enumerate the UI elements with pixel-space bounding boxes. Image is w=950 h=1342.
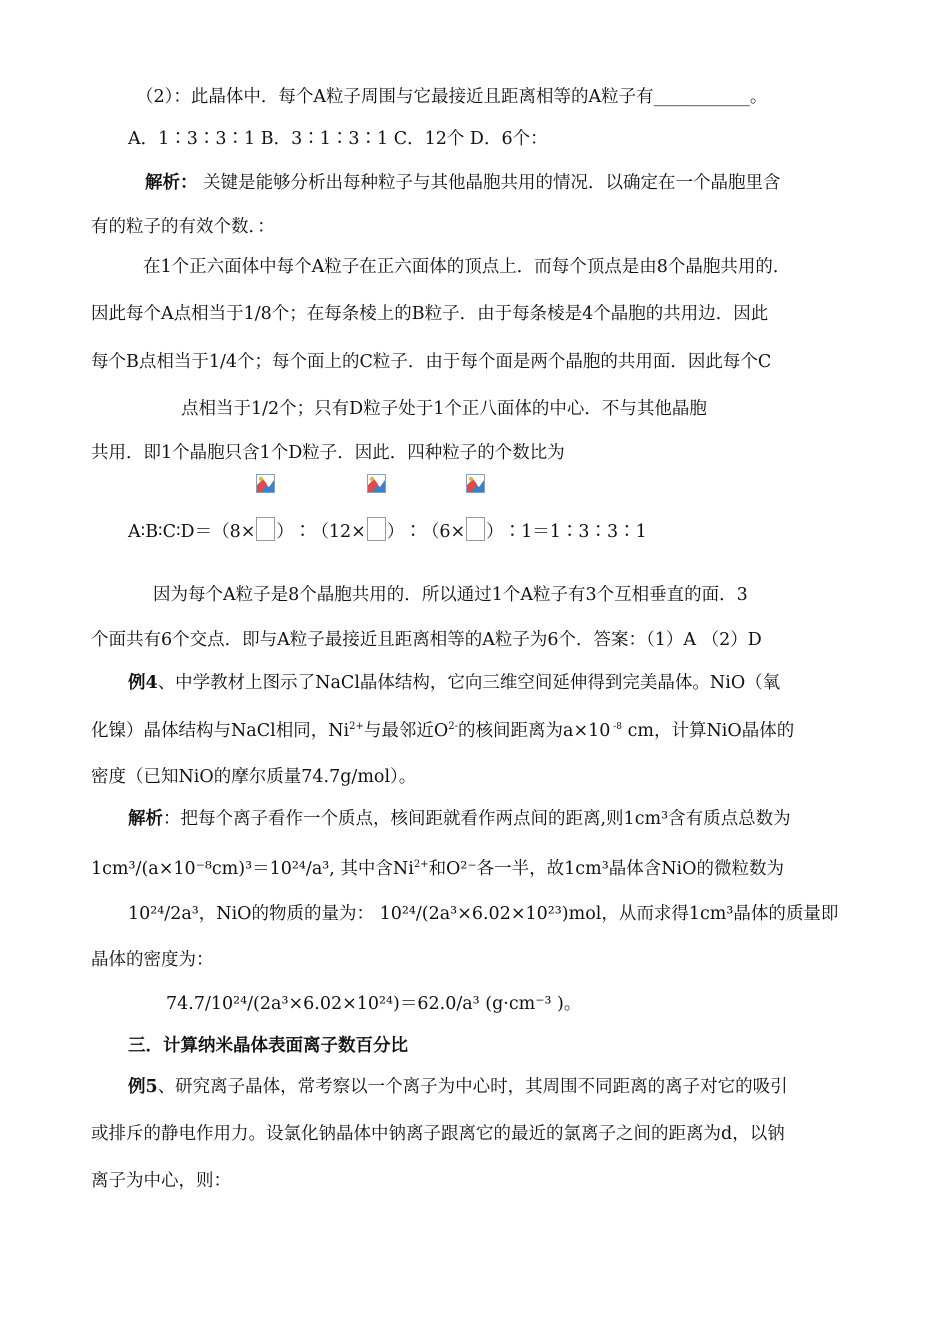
analysis-4-line-3: 10²⁴/2a³，NiO的物质的量为： 10²⁴/(2a³×6.02×10²³)mol，从而求得1cm³晶体的质量即: [128, 904, 839, 924]
text-run: 与最邻近O: [363, 721, 449, 741]
answer-line: 个面共有6个交点．即与A粒子最接近且距离相等的A粒子为6个．答案：（1）A （2）D: [91, 630, 762, 650]
analysis-text: 关键是能够分析出每种粒子与其他晶胞共用的情况．以确定在一个晶胞里含: [197, 173, 781, 193]
image-placeholder-icon: [466, 474, 485, 493]
ratio-equation: [128, 517, 647, 544]
analysis-4-label: 解析: [128, 809, 163, 829]
example-5-label: 例5: [128, 1077, 158, 1097]
text-run: cm，计算NiO晶体的: [622, 721, 795, 741]
example-5-line-3: 离子为中心，则：: [91, 1171, 231, 1191]
text-run: 1cm³/(a×10⁻⁸cm)³＝10²⁴/a³, 其中含Ni: [91, 859, 414, 879]
ratio-part-a: A∶B∶C∶D＝（8×: [128, 522, 256, 542]
analysis-4-line-2: [91, 857, 784, 881]
example-4-text: 、中学教材上图示了NaCl晶体结构，它向三维空间延伸得到完美晶体。NiO（氧: [157, 673, 781, 693]
example-5-line-1: [128, 1075, 788, 1099]
image-placeholder-icon: [367, 474, 386, 493]
superscript: 2+: [349, 721, 364, 732]
ratio-part-d: ）∶1＝1∶3∶3∶1: [486, 522, 647, 542]
paragraph-line: 点相当于1/2个；只有D粒子处于1个正八面体的中心．不与其他晶胞: [181, 399, 707, 419]
text-run: 和O²⁻各一半，故1cm³晶体含NiO的微粒数为: [428, 859, 784, 879]
fraction-box: [367, 517, 386, 541]
paragraph-line: 因为每个A粒子是8个晶胞共用的．所以通过1个A粒子有3个互相垂直的面．3: [153, 585, 748, 605]
analysis-4-line-4: 晶体的密度为：: [91, 950, 214, 970]
superscript: 2+: [413, 859, 429, 870]
analysis-4-line-1: [128, 807, 791, 831]
superscript: 2-: [448, 721, 459, 732]
example-4-line-2: [91, 719, 794, 743]
paragraph-line: 因此每个A点相当于1/8个；在每条棱上的B粒子．由于每条棱是4个晶胞的共用边．因此: [91, 304, 769, 324]
example-4-label: 例4: [128, 673, 158, 693]
paragraph-line: 每个B点相当于1/4个；每个面上的C粒子．由于每个面是两个晶胞的共用面．因此每个C: [91, 352, 772, 372]
paragraph-line: 共用．即1个晶胞只含1个D粒子．因此．四种粒子的个数比为: [91, 443, 565, 463]
answer-options: A．1∶3∶3∶1 B．3∶1∶3∶1 C．12个 D．6个：: [128, 129, 548, 149]
analysis-4-text: ：把每个离子看作一个质点，核间距就看作两点间的距离,则1cm³含有质点总数为: [163, 809, 791, 829]
ratio-part-c: ）∶（6×: [386, 522, 466, 542]
example-4-line-1: [128, 671, 780, 695]
fraction-box: [466, 517, 485, 541]
ratio-part-b: ）∶（12×: [276, 522, 366, 542]
text-run: 的核间距离为a×10: [458, 721, 611, 741]
fraction-box: [256, 517, 275, 541]
superscript: -8: [610, 722, 623, 732]
paragraph-line: 在1个正六面体中每个A粒子在正六面体的顶点上．而每个顶点是由8个晶胞共用的．: [143, 257, 791, 277]
analysis-line-1: [145, 171, 781, 195]
text-run: 化镍）晶体结构与NaCl相同，Ni: [91, 721, 350, 741]
example-5-text: 、研究离子晶体，常考察以一个离子为中心时，其周围不同距离的离子对它的吸引: [157, 1077, 788, 1097]
analysis-label: 解析：: [145, 173, 198, 193]
example-4-line-3: 密度（已知NiO的摩尔质量74.7g/mol）。: [91, 767, 417, 787]
section-heading: 三．计算纳米晶体表面离子数百分比: [128, 1036, 408, 1056]
density-formula: 74.7/10²⁴/(2a³×6.02×10²⁴)＝62.0/a³ (g·cm⁻³ )。: [166, 994, 582, 1014]
image-placeholder-icon: [256, 474, 275, 493]
question-2: （2）：此晶体中．每个A粒子周围与它最接近且距离相等的A粒子有___________。: [136, 87, 768, 107]
analysis-line-2: 有的粒子的有效个数．：: [91, 217, 275, 237]
example-5-line-2: 或排斥的静电作用力。设氯化钠晶体中钠离子跟离它的最近的氯离子之间的距离为d，以钠: [91, 1124, 785, 1144]
